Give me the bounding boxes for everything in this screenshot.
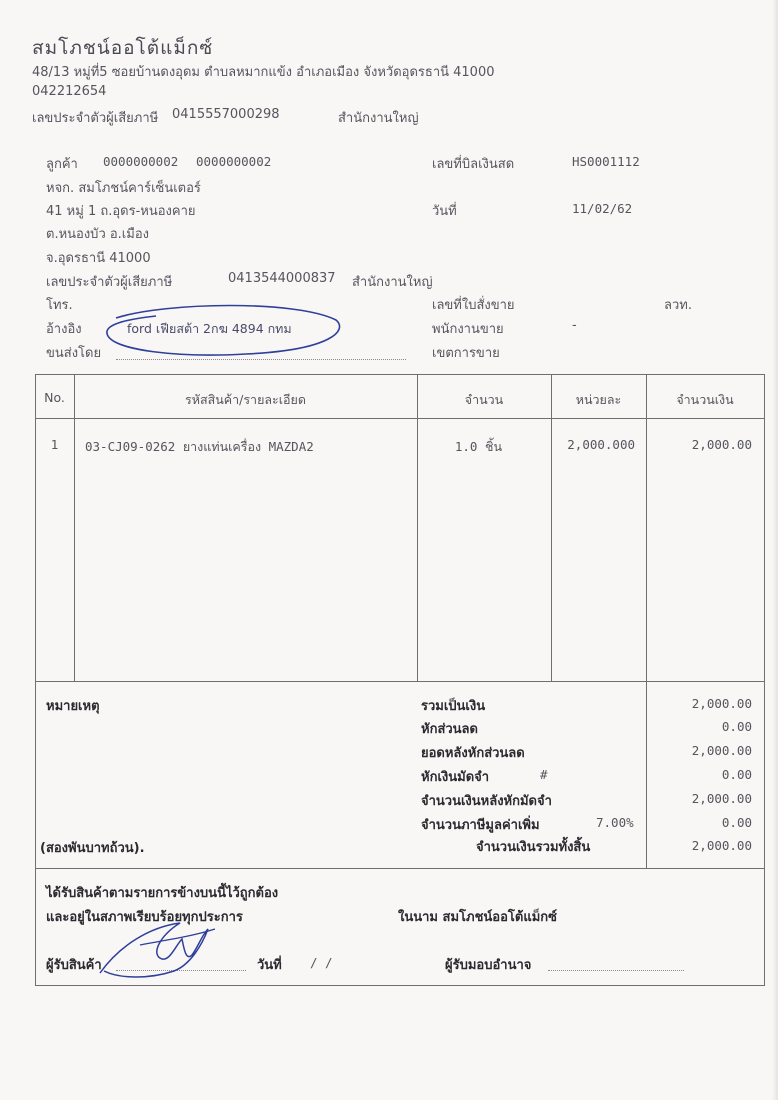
company-branch: สำนักงานใหญ่ (338, 111, 419, 126)
after-discount-value: 2,000.00 (691, 743, 752, 758)
table-top-border (35, 374, 765, 375)
vat-rate: 7.00% (596, 815, 634, 830)
row-amount: 2,000.00 (691, 437, 752, 452)
summary-bottom-border (35, 868, 765, 869)
customer-address-2: ต.หนองบัว อ.เมือง (46, 227, 149, 242)
company-tax-id: 0415557000298 (172, 107, 280, 122)
subtotal-label: รวมเป็นเงิน (421, 699, 486, 714)
vat-value: 0.00 (721, 815, 752, 830)
reference-circle-mark (96, 298, 346, 362)
shipping-label: ขนส่งโดย (46, 346, 102, 361)
company-phone: 042212654 (32, 84, 107, 99)
header-quantity: จำนวน (464, 392, 504, 407)
customer-tax-id: 0413544000837 (228, 271, 336, 286)
phone-label: โทร. (46, 298, 73, 313)
after-deposit-label: จำนวนเงินหลังหักมัดจำ (421, 794, 552, 809)
customer-branch: สำนักงานใหญ่ (352, 275, 433, 290)
after-discount-label: ยอดหลังหักส่วนลด (421, 746, 525, 761)
bill-label: เลขที่บิลเงินสด (432, 157, 515, 172)
on-behalf-label: ในนาม สมโภชน์ออโต้แม็กซ์ (398, 910, 557, 925)
footer-right-border (764, 868, 765, 985)
header-no: No. (44, 390, 65, 405)
col-divider-3 (551, 374, 552, 681)
bill-number: HS0001112 (572, 154, 640, 169)
after-deposit-value: 2,000.00 (691, 791, 752, 806)
company-name: สมโภชน์ออโต้แม็กซ์ (32, 37, 214, 59)
company-tax-label: เลขประจำตัวผู้เสียภาษี (32, 111, 159, 126)
subtotal-value: 2,000.00 (691, 696, 752, 711)
date-label: วันที่ (432, 204, 457, 219)
customer-code-2: 0000000002 (196, 154, 272, 169)
authorized-label: ผู้รับมอบอำนาจ (445, 958, 532, 973)
discount-value: 0.00 (721, 719, 752, 734)
deposit-label: หักเงินมัดจำ (421, 770, 490, 785)
salesperson-label: พนักงานขาย (432, 322, 504, 337)
authorized-signature-line (548, 970, 684, 971)
header-amount: จำนวนเงิน (676, 392, 734, 407)
customer-tax-label: เลขประจำตัวผู้เสียภาษี (46, 275, 173, 290)
row-unit-price: 2,000.000 (567, 437, 635, 452)
deposit-value: 0.00 (721, 767, 752, 782)
received-statement-1: ได้รับสินค้าตามรายการข้างบนนี้ไว้ถูกต้อง (46, 886, 279, 901)
table-bottom-border (35, 681, 765, 682)
grand-total-value: 2,000.00 (691, 838, 752, 853)
sales-zone-label: เขตการขาย (432, 346, 500, 361)
row-no: 1 (50, 437, 59, 452)
receiver-label: ผู้รับสินค้า (46, 958, 102, 973)
discount-label: หักส่วนลด (421, 722, 478, 737)
customer-address-3: จ.อุดรธานี 41000 (46, 251, 151, 266)
remark-label: หมายเหตุ (46, 699, 100, 714)
company-address: 48/13 หมู่ที่5 ซอยบ้านดงอุดม ตำบลหมากแข้ง อำเภอเมือง จังหวัดอุดรธานี 41000 (32, 65, 495, 80)
col-divider-2 (417, 374, 418, 681)
deposit-mark: # (540, 767, 548, 782)
credit-label: ลวท. (664, 298, 692, 313)
receive-date-label: วันที่ (257, 958, 282, 973)
row-description: 03-CJ09-0262 ยางแท่นเครื่อง MAZDA2 (85, 439, 314, 454)
receive-date-blank: / / (310, 955, 333, 970)
amount-in-words: (สองพันบาทถ้วน). (40, 841, 145, 856)
grand-total-label: จำนวนเงินรวมทั้งสิ้น (476, 840, 591, 855)
customer-address-1: 41 หมู่ 1 ถ.อุดร-หนองคาย (46, 204, 196, 219)
vat-label: จำนวนภาษีมูลค่าเพิ่ม (421, 818, 540, 833)
row-quantity: 1.0 ชิ้น (454, 439, 502, 454)
customer-label: ลูกค้า (46, 157, 78, 172)
sales-order-label: เลขที่ใบสั่งขาย (432, 298, 515, 313)
doc-date: 11/02/62 (572, 201, 633, 216)
table-header-border (35, 418, 765, 419)
receiver-signature (90, 915, 225, 985)
reference-label: อ้างอิง (46, 322, 82, 337)
scan-edge-shadow (772, 0, 778, 1100)
header-description: รหัสสินค้า/รายละเอียด (184, 392, 306, 407)
salesperson-value: - (572, 318, 577, 333)
customer-code-1: 0000000002 (103, 154, 179, 169)
header-unit-price: หน่วยละ (575, 392, 622, 407)
col-divider-1 (74, 374, 75, 681)
received-statement-2: และอยู่ในสภาพเรียบร้อยทุกประการ (46, 910, 243, 925)
footer-left-border (35, 868, 36, 985)
footer-bottom-border (35, 985, 765, 986)
customer-name: หจก. สมโภชน์คาร์เซ็นเตอร์ (46, 181, 201, 196)
reference-value: ford เฟียสต้า 2กฆ 4894 กทม (127, 321, 292, 336)
table-right-border (764, 374, 765, 868)
